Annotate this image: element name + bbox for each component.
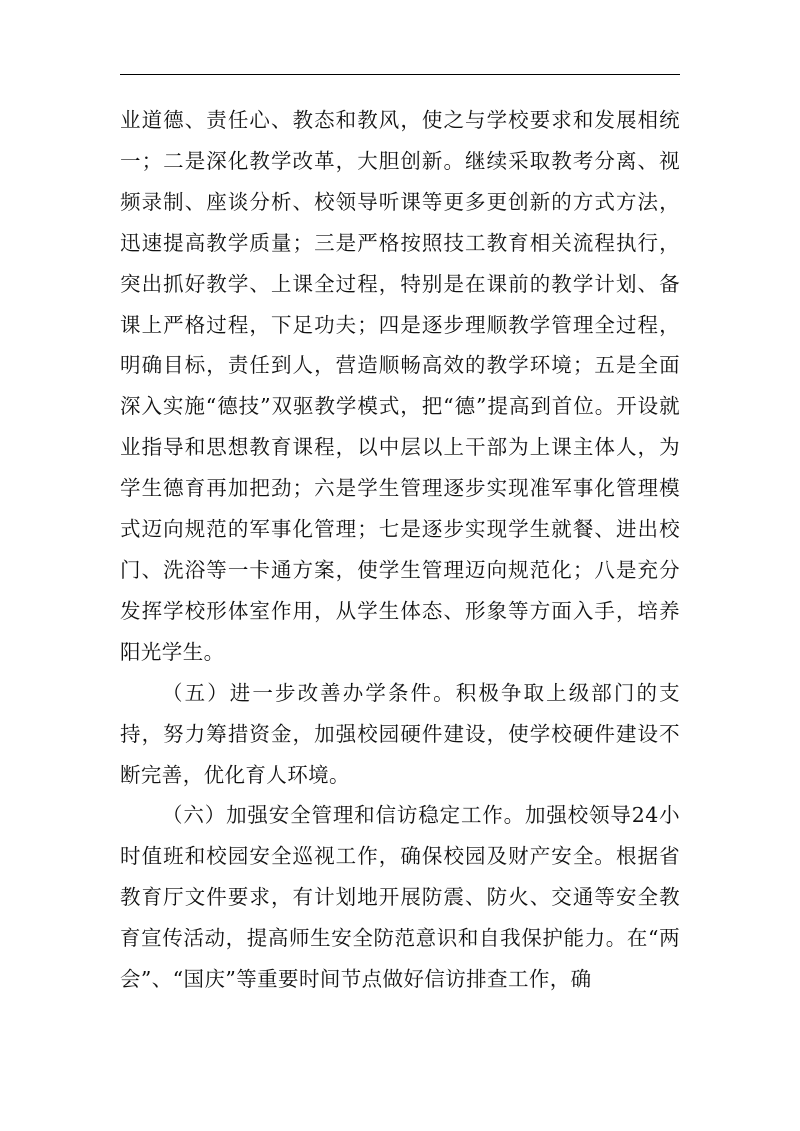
paragraph-continued: 业道德、责任心、教态和教风，使之与学校要求和发展相统一；二是深化教学改革，大胆创新。继续采取教考分离、视频录制、座谈分析、校领导听课等更多更创新的方式方法，迅速提高教学质量；三是严格按照技工教育相关流程执行，突出抓好教学、上课全过程，特别是在课前的教学计划、备课上严格过程，下足功夫；四是逐步理顺教学管理全过程，明确目标，责任到人，营造顺畅高效的教学环境；五是全面深入实施“德技”双驱教学模式，把“德”提高到首位。开设就业指导和思想教育课程，以中层以上干部为上课主体人，为学生德育再加把劲；六是学生管理逐步实现准军事化管理模式迈向规范的军事化管理；七是逐步实现学生就餐、进出校门、洗浴等一卡通方案，使学生管理迈向规范化；八是充分发挥学校形体室作用，从学生体态、形象等方面入手，培养阳光学生。: [120, 108, 680, 664]
body-text: [120, 100, 680, 1000]
paragraph-section-5: （五）进一步改善办学条件。积极争取上级部门的支持，努力筹措资金，加强校园硬件建设，使学校硬件建设不断完善，优化育人环境。: [120, 680, 680, 787]
paragraph-section-6: （六）加强安全管理和信访稳定工作。加强校领导24小时值班和校园安全巡视工作，确保校园及财产安全。根据省教育厅文件要求，有计划地开展防震、防火、交通等安全教育宣传活动，提高师生安全防范意识和自我保护能力。在“两会”、“国庆”等重要时间节点做好信访排查工作，确: [120, 803, 680, 992]
header-rule: [120, 74, 680, 75]
